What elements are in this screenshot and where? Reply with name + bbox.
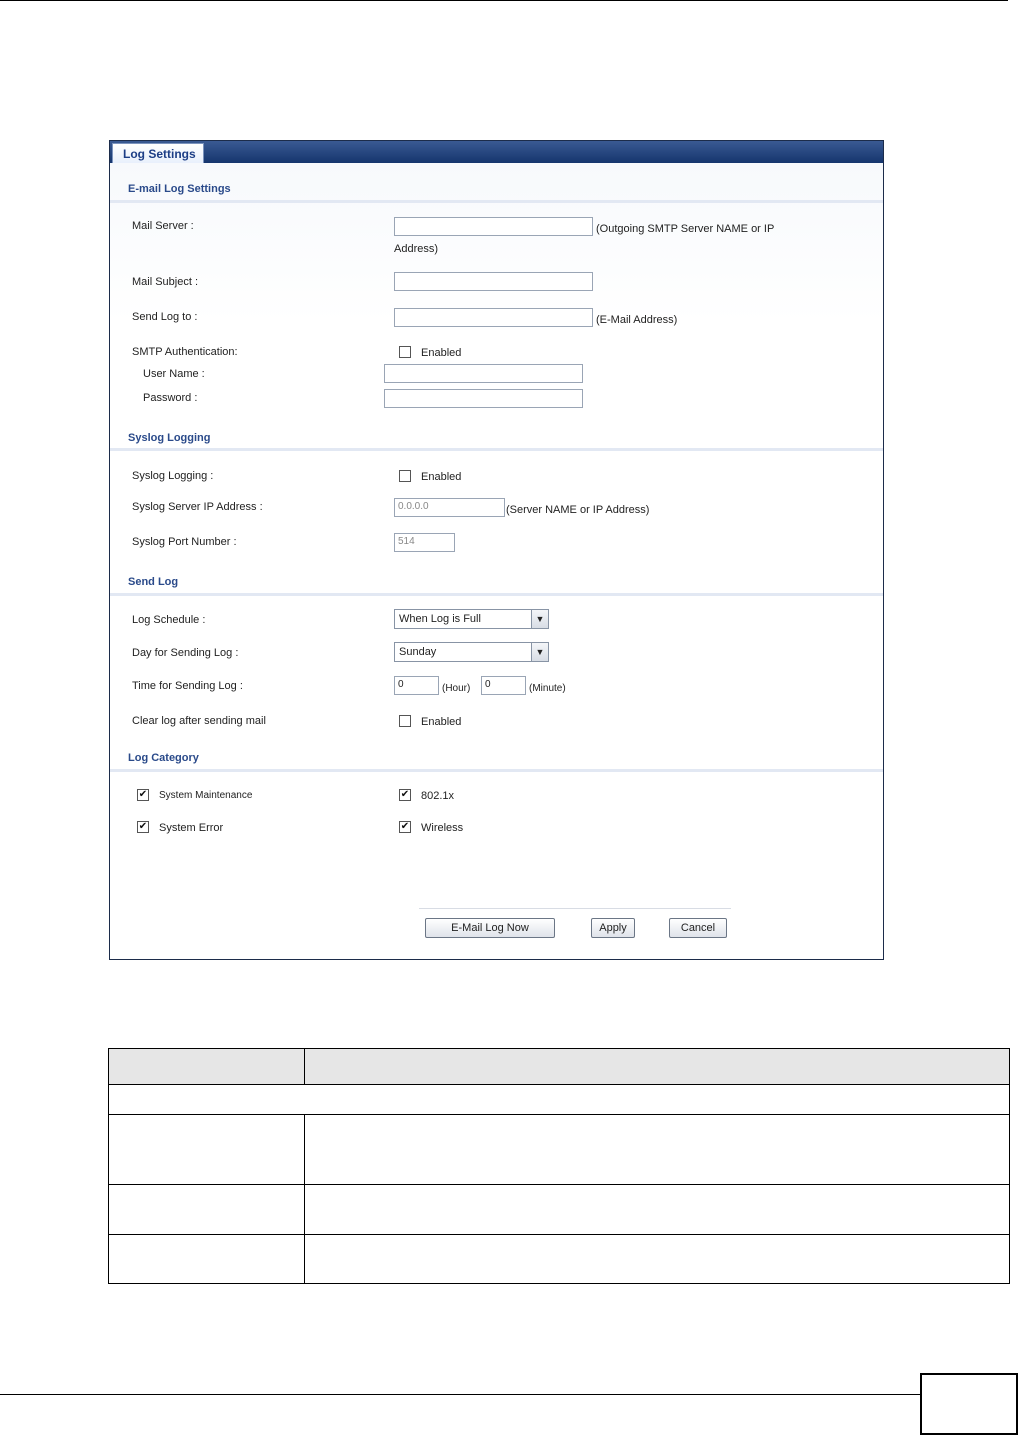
- hour-input[interactable]: 0: [394, 676, 439, 695]
- button-divider: [419, 908, 731, 909]
- password-label: Password :: [143, 392, 198, 404]
- table-header-row: [109, 1049, 1009, 1085]
- clear-log-label: Clear log after sending mail: [132, 715, 266, 727]
- send-log-to-input[interactable]: [394, 308, 593, 327]
- tab-log-settings[interactable]: Log Settings: [112, 143, 204, 165]
- tab-bar: [110, 141, 883, 163]
- table-row: [109, 1115, 1009, 1185]
- syslog-enabled-label: Enabled: [421, 471, 462, 483]
- table-column-divider: [304, 1049, 305, 1085]
- log-settings-window: [109, 140, 884, 960]
- send-log-to-note: (E-Mail Address): [596, 314, 678, 326]
- page-number-box: [920, 1373, 1018, 1435]
- password-input[interactable]: [384, 389, 583, 408]
- syslog-server-ip-input[interactable]: 0.0.0.0: [394, 498, 505, 517]
- panel-body: [110, 163, 883, 959]
- category-checkbox-wireless[interactable]: ✔: [400, 821, 410, 832]
- smtp-auth-enabled-label: Enabled: [421, 347, 462, 359]
- category-checkbox-system-maintenance[interactable]: ✔: [138, 789, 148, 800]
- category-label-system-error: System Error: [159, 822, 224, 834]
- log-schedule-select[interactable]: [394, 609, 549, 629]
- chevron-down-icon[interactable]: ▼: [531, 643, 548, 661]
- day-sending-value: Sunday: [399, 646, 437, 658]
- clear-log-enabled-label: Enabled: [421, 716, 462, 728]
- page-top-rule: [0, 0, 1008, 1]
- clear-log-checkbox[interactable]: [399, 715, 411, 727]
- smtp-auth-label: SMTP Authentication:: [132, 346, 238, 358]
- category-label-8021x: 802.1x: [421, 790, 455, 802]
- section-title-log-category: Log Category: [128, 752, 199, 764]
- syslog-port-label: Syslog Port Number :: [132, 536, 237, 548]
- table-row: [109, 1185, 1009, 1235]
- section-title-send-log: Send Log: [128, 576, 179, 588]
- mail-subject-input[interactable]: [394, 272, 593, 291]
- smtp-auth-checkbox[interactable]: [399, 346, 411, 358]
- reference-table: [108, 1048, 1010, 1284]
- category-checkbox-8021x[interactable]: ✔: [400, 789, 410, 800]
- minute-note: (Minute): [529, 683, 566, 694]
- day-sending-select[interactable]: [394, 642, 549, 662]
- syslog-logging-checkbox[interactable]: [399, 470, 411, 482]
- syslog-server-ip-label: Syslog Server IP Address :: [132, 501, 263, 513]
- mail-server-note-cont: Address): [394, 243, 439, 255]
- user-name-input[interactable]: [384, 364, 583, 383]
- table-column-divider: [304, 1115, 305, 1283]
- section-divider: [110, 200, 883, 203]
- category-label-wireless: Wireless: [421, 822, 464, 834]
- syslog-port-input[interactable]: 514: [394, 533, 455, 552]
- email-log-now-button[interactable]: E-Mail Log Now: [425, 918, 555, 938]
- section-title-email: E-mail Log Settings: [128, 183, 231, 195]
- time-sending-label: Time for Sending Log :: [132, 680, 243, 692]
- section-divider: [110, 769, 883, 772]
- user-name-label: User Name :: [143, 368, 205, 380]
- mail-server-label: Mail Server :: [132, 220, 194, 232]
- apply-button[interactable]: Apply: [591, 918, 635, 938]
- day-sending-label: Day for Sending Log :: [132, 647, 239, 659]
- syslog-logging-label: Syslog Logging :: [132, 470, 214, 482]
- hour-note: (Hour): [442, 683, 471, 694]
- cancel-button[interactable]: Cancel: [669, 918, 727, 938]
- category-label-system-maintenance: System Maintenance: [159, 790, 253, 801]
- section-divider: [110, 593, 883, 596]
- mail-server-input[interactable]: [394, 217, 593, 236]
- mail-server-note: (Outgoing SMTP Server NAME or IP: [596, 223, 775, 235]
- category-checkbox-system-error[interactable]: ✔: [138, 821, 148, 832]
- page-bottom-rule: [0, 1394, 920, 1395]
- minute-input[interactable]: 0: [481, 676, 526, 695]
- chevron-down-icon[interactable]: ▼: [531, 610, 548, 628]
- send-log-to-label: Send Log to :: [132, 311, 198, 323]
- section-divider: [110, 448, 883, 451]
- table-row: [109, 1085, 1009, 1115]
- section-title-syslog: Syslog Logging: [128, 432, 211, 444]
- syslog-server-ip-note: (Server NAME or IP Address): [506, 504, 650, 516]
- log-schedule-value: When Log is Full: [399, 613, 481, 625]
- mail-subject-label: Mail Subject :: [132, 276, 199, 288]
- log-schedule-label: Log Schedule :: [132, 614, 206, 626]
